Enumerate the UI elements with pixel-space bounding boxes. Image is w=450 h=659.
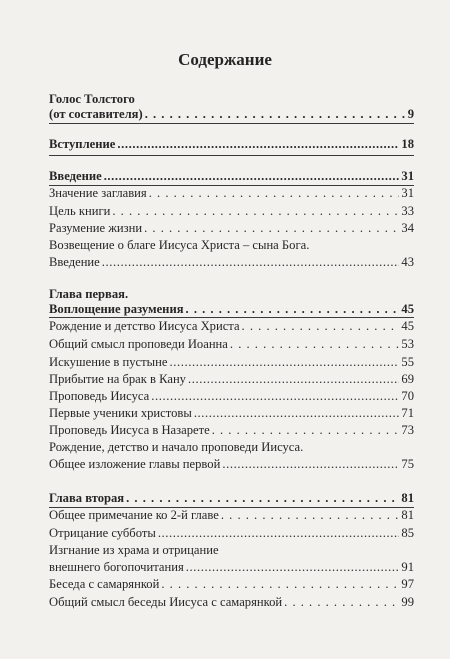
- toc-leader-dots: [151, 389, 399, 404]
- toc-leader-dots: [169, 355, 399, 370]
- toc-leader-dots: [112, 204, 399, 219]
- toc-entry-label: Общий смысл проповеди Иоанна: [49, 337, 228, 351]
- toc-entry-label: Значение заглавия: [49, 186, 147, 200]
- toc-entry-label: Глава вторая: [49, 491, 125, 505]
- toc-entry-title-meaning[interactable]: [49, 186, 414, 201]
- toc-entry-label: Изгнание из храма и отрицание: [49, 543, 219, 557]
- toc-leader-dots: [104, 169, 400, 184]
- section-divider: [49, 317, 414, 318]
- toc-entry-page: 34: [401, 221, 414, 235]
- toc-leader-dots: [230, 337, 400, 352]
- toc-entry-label: Отрицание субботы: [49, 526, 156, 540]
- toc-leader-dots: [186, 302, 400, 317]
- toc-entry-birth-childhood[interactable]: [49, 319, 414, 334]
- toc-entry-book-purpose[interactable]: [49, 204, 414, 219]
- toc-leader-dots: [284, 595, 399, 610]
- toc-entry-chapter-two-note[interactable]: [49, 508, 414, 523]
- toc-entry-page: 45: [401, 302, 414, 316]
- section-divider: [49, 155, 414, 156]
- toc-entry-page: 18: [401, 137, 414, 151]
- toc-leader-dots: [222, 457, 399, 472]
- toc-entry-jesus-sermon[interactable]: [49, 389, 414, 404]
- toc-entry-external-worship[interactable]: [49, 560, 414, 575]
- toc-entry-temple-cleansing[interactable]: [49, 543, 414, 558]
- toc-leader-dots: [149, 186, 400, 201]
- toc-entry-john-sermon[interactable]: [49, 337, 414, 352]
- toc-entry-page: 31: [401, 186, 414, 200]
- toc-entry-label: Первые ученики христовы: [49, 406, 192, 420]
- toc-entry-label: Проповедь Иисуса в Назарете: [49, 423, 210, 437]
- toc-entry-page: 55: [401, 355, 414, 369]
- toc-entry-label: Общий смысл беседы Иисуса с самарянкой: [49, 595, 283, 609]
- toc-entry-voice-of-tolstoy[interactable]: [49, 92, 414, 107]
- toc-entry-label: Воплощение разумения: [49, 302, 184, 316]
- toc-leader-dots: [161, 577, 399, 592]
- toc-leader-dots: [186, 560, 400, 575]
- toc-entry-label: Глава первая.: [49, 287, 129, 301]
- toc-leader-dots: [117, 137, 399, 152]
- toc-entry-embodiment[interactable]: [49, 302, 414, 317]
- toc-entry-samaritan-meaning[interactable]: [49, 595, 414, 610]
- toc-leader-dots: [188, 372, 399, 387]
- toc-entry-cana-wedding[interactable]: [49, 372, 414, 387]
- toc-entry-label: Общее изложение главы первой: [49, 457, 221, 471]
- toc-entry-preface[interactable]: [49, 137, 414, 152]
- toc-entry-page: 43: [401, 255, 414, 269]
- toc-entry-samaritan-talk[interactable]: [49, 577, 414, 592]
- toc-entry-label: Прибытие на брак в Кану: [49, 372, 186, 386]
- toc-leader-dots: [145, 107, 406, 122]
- toc-entry-page: 81: [401, 508, 414, 522]
- toc-entry-page: 33: [401, 204, 414, 218]
- toc-entry-label: Рождение, детство и начало проповеди Иисуса.: [49, 440, 304, 454]
- toc-entry-page: 97: [401, 577, 414, 591]
- toc-entry-chapter-one[interactable]: [49, 287, 414, 302]
- toc-entry-page: 71: [401, 406, 414, 420]
- toc-entry-life-understanding[interactable]: [49, 221, 414, 236]
- toc-entry-label: внешнего богопочитания: [49, 560, 184, 574]
- toc-entry-label: Разумение жизни: [49, 221, 143, 235]
- toc-entry-label: Проповедь Иисуса: [49, 389, 150, 403]
- toc-entry-page: 91: [401, 560, 414, 574]
- toc-entry-page: 81: [401, 491, 414, 505]
- toc-entry-chapter-one-summary[interactable]: [49, 457, 414, 472]
- toc-entry-page: 53: [401, 337, 414, 351]
- toc-entry-label: Беседа с самарянкой: [49, 577, 160, 591]
- toc-entry-page: 70: [401, 389, 414, 403]
- toc-entry-label: Общее примечание ко 2-й главе: [49, 508, 219, 522]
- toc-leader-dots: [126, 491, 399, 506]
- toc-entry-chapter-two[interactable]: [49, 491, 414, 506]
- toc-leader-dots: [212, 423, 400, 438]
- toc-leader-dots: [144, 221, 399, 236]
- toc-entry-introduction-2[interactable]: [49, 255, 414, 270]
- toc-leader-dots: [242, 319, 400, 334]
- toc-leader-dots: [221, 508, 400, 523]
- toc-entry-page: 9: [407, 107, 414, 121]
- toc-entry-label: Вступление: [49, 137, 116, 151]
- toc-entry-good-news[interactable]: [49, 238, 414, 253]
- toc-entry-page: 73: [401, 423, 414, 437]
- toc-entry-page: 31: [401, 169, 414, 183]
- toc-entry-label: Возвещение о благе Иисуса Христа – сына Бога.: [49, 238, 310, 252]
- toc-entry-page: 75: [401, 457, 414, 471]
- page-title: Содержание: [178, 50, 272, 69]
- toc-entry-label: Введение: [49, 255, 100, 269]
- toc-leader-dots: [158, 526, 400, 541]
- toc-entry-first-disciples[interactable]: [49, 406, 414, 421]
- toc-entry-label: Искушение в пустыне: [49, 355, 168, 369]
- toc-entry-label: Цель книги: [49, 204, 111, 218]
- toc-entry-birth-beginning[interactable]: [49, 440, 414, 455]
- section-divider: [49, 123, 414, 124]
- toc-leader-dots: [102, 255, 400, 270]
- toc-entry-page: 85: [401, 526, 414, 540]
- toc-entry-page: 45: [401, 319, 414, 333]
- toc-entry-from-compiler[interactable]: [49, 107, 414, 122]
- toc-entry-page: 99: [401, 595, 414, 609]
- toc-entry-nazareth-sermon[interactable]: [49, 423, 414, 438]
- toc-entry-temptation[interactable]: [49, 355, 414, 370]
- toc-entry-label: Голос Толстого: [49, 92, 135, 106]
- toc-entry-label: (от составителя): [49, 107, 143, 121]
- toc-entry-page: 69: [401, 372, 414, 386]
- toc-entry-introduction[interactable]: [49, 169, 414, 184]
- toc-leader-dots: [194, 406, 400, 421]
- toc-entry-label: Рождение и детство Иисуса Христа: [49, 319, 240, 333]
- toc-entry-sabbath-denial[interactable]: [49, 526, 414, 541]
- toc-entry-label: Введение: [49, 169, 102, 183]
